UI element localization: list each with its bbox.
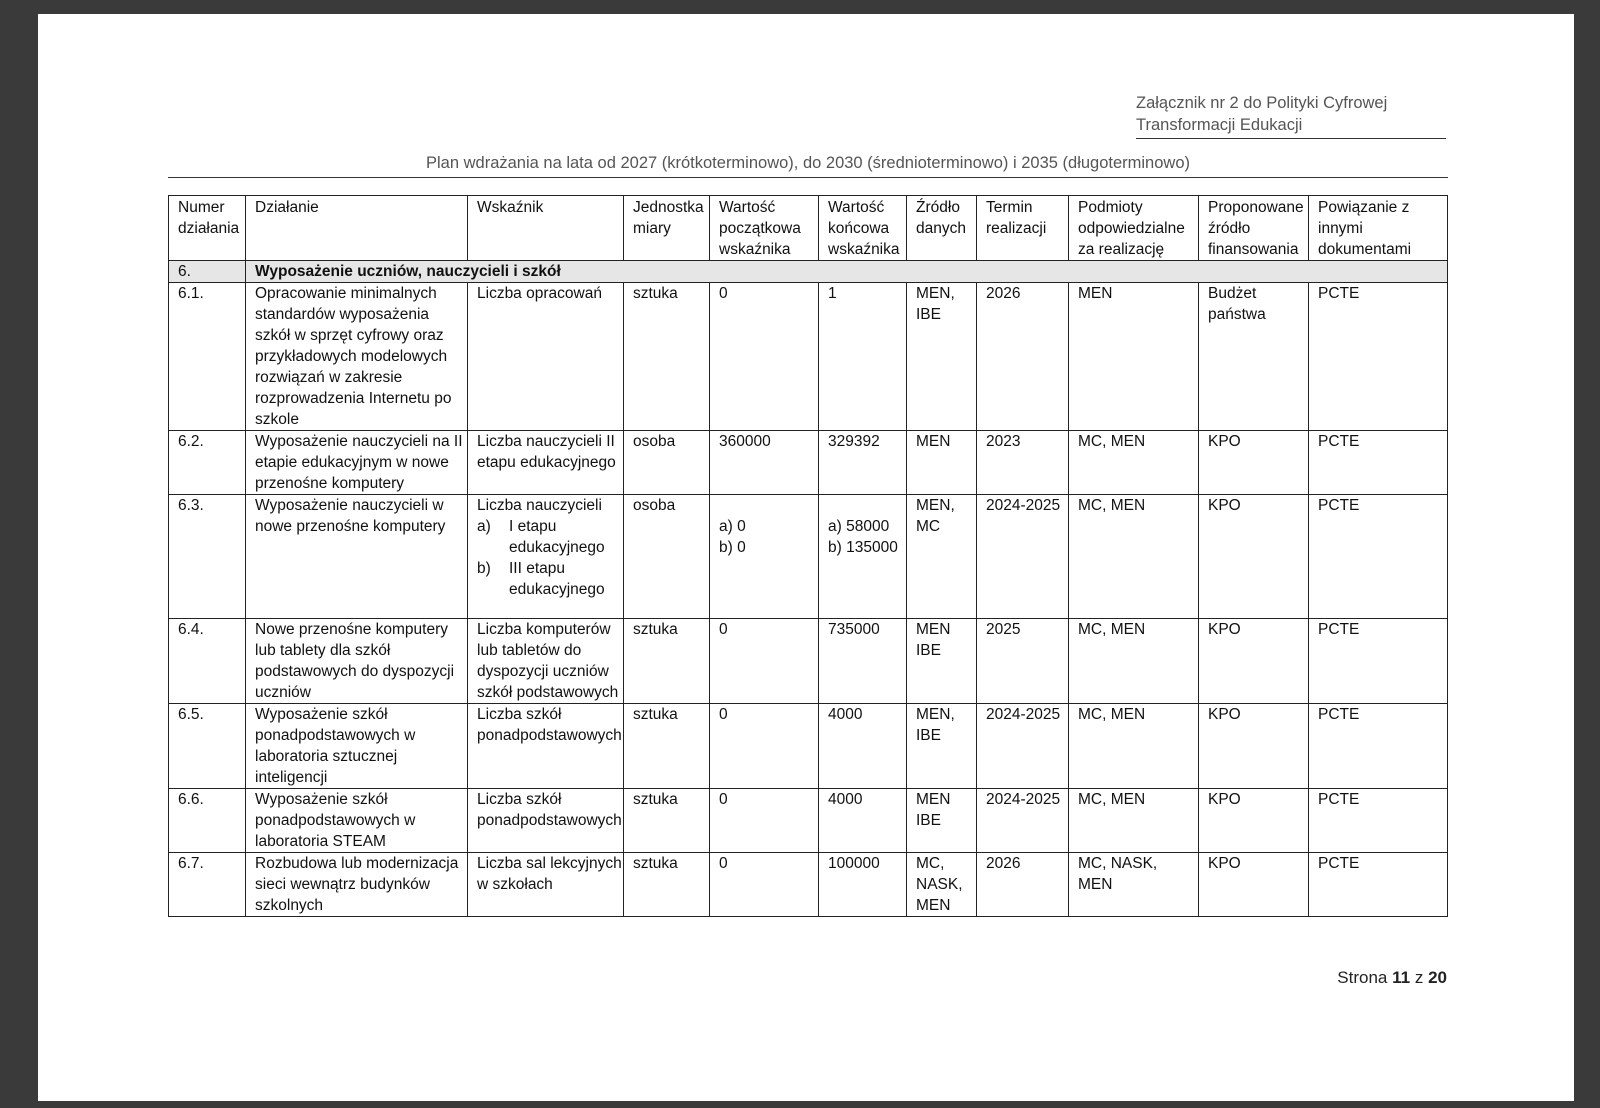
cell-start-value: a) 0 b) 0 (710, 495, 819, 619)
cell-indicator (468, 495, 624, 619)
cell-responsible: MC, MEN (1069, 431, 1199, 495)
cell-unit: sztuka (624, 789, 710, 853)
cell-end-value: 329392 (819, 431, 907, 495)
cell-responsible: MC, NASK, MEN (1069, 853, 1199, 917)
cell-unit: osoba (624, 495, 710, 619)
cell-end-value: 4000 (819, 789, 907, 853)
cell-unit: osoba (624, 431, 710, 495)
cell-related-docs: PCTE (1309, 789, 1448, 853)
page-counter-label: Strona (1337, 968, 1388, 987)
cell-start-value: 0 (710, 283, 819, 431)
cell-source: MEN, IBE (907, 704, 977, 789)
col-header-related-docs: Powiązanie z innymi dokumentami (1309, 196, 1448, 261)
cell-funding: KPO (1199, 789, 1309, 853)
cell-end-value: 735000 (819, 619, 907, 704)
cell-related-docs: PCTE (1309, 704, 1448, 789)
table-row (169, 619, 1448, 704)
annex-header-line1: Załącznik nr 2 do Polityki Cyfrowej (1136, 94, 1388, 112)
cell-term: 2024-2025 (977, 704, 1069, 789)
cell-responsible: MC, MEN (1069, 619, 1199, 704)
cell-end-value: a) 58000 b) 135000 (819, 495, 907, 619)
cell-source: MC, NASK, MEN (907, 853, 977, 917)
cell-indicator: Liczba sal lekcyjnych w szkołach (468, 853, 624, 917)
cell-start-value: 0 (710, 704, 819, 789)
indicator-item-text: III etapu edukacyjnego (509, 560, 605, 598)
header-rule (1136, 138, 1446, 139)
cell-funding: KPO (1199, 431, 1309, 495)
table-header-row (169, 196, 1448, 261)
cell-action: Wyposażenie nauczycieli w nowe przenośne komputery (246, 495, 468, 619)
title-rule (168, 177, 1448, 178)
cell-number: 6.4. (169, 619, 246, 704)
cell-term: 2023 (977, 431, 1069, 495)
cell-indicator: Liczba szkół ponadpodstawowych (468, 704, 624, 789)
table-row (169, 495, 1448, 619)
section-title: Wyposażenie uczniów, nauczycieli i szkół (246, 261, 1448, 283)
table-row (169, 431, 1448, 495)
cell-indicator: Liczba nauczycieli II etapu edukacyjnego (468, 431, 624, 495)
cell-action: Nowe przenośne komputery lub tablety dla szkół podstawowych do dyspozycji uczniów (246, 619, 468, 704)
cell-term: 2026 (977, 853, 1069, 917)
document-page (38, 14, 1574, 1101)
cell-funding: KPO (1199, 619, 1309, 704)
cell-source: MEN, MC (907, 495, 977, 619)
table-row (169, 789, 1448, 853)
indicator-item-text: I etapu edukacyjnego (509, 518, 605, 556)
cell-start-value: 360000 (710, 431, 819, 495)
cell-source: MEN IBE (907, 619, 977, 704)
col-header-responsible: Podmioty odpowiedzialne za realizację (1069, 196, 1199, 261)
cell-responsible: MEN (1069, 283, 1199, 431)
cell-unit: sztuka (624, 619, 710, 704)
cell-indicator: Liczba opracowań (468, 283, 624, 431)
cell-start-value: 0 (710, 789, 819, 853)
annex-header-line2: Transformacji Edukacji (1136, 116, 1303, 134)
cell-funding: KPO (1199, 704, 1309, 789)
cell-unit: sztuka (624, 283, 710, 431)
page-counter (1188, 968, 1447, 988)
cell-action: Wyposażenie szkół ponadpodstawowych w laboratoria sztucznej inteligencji (246, 704, 468, 789)
cell-action: Opracowanie minimalnych standardów wyposażenia szkół w sprzęt cyfrowy oraz przykładowych modelowych rozwiązań w zakresie rozprowadzenia Internetu po szkole (246, 283, 468, 431)
cell-number: 6.6. (169, 789, 246, 853)
cell-related-docs: PCTE (1309, 431, 1448, 495)
page-counter-total: 20 (1428, 968, 1447, 987)
col-header-term: Termin realizacji (977, 196, 1069, 261)
cell-term: 2024-2025 (977, 495, 1069, 619)
cell-unit: sztuka (624, 853, 710, 917)
cell-number: 6.7. (169, 853, 246, 917)
col-header-indicator: Wskaźnik (468, 196, 624, 261)
cell-responsible: MC, MEN (1069, 704, 1199, 789)
cell-source: MEN IBE (907, 789, 977, 853)
col-header-funding: Proponowane źródło finansowania (1199, 196, 1309, 261)
cell-funding: KPO (1199, 853, 1309, 917)
col-header-unit: Jednostka miary (624, 196, 710, 261)
section-number: 6. (169, 261, 246, 283)
cell-term: 2024-2025 (977, 789, 1069, 853)
cell-action: Wyposażenie szkół ponadpodstawowych w laboratoria STEAM (246, 789, 468, 853)
cell-related-docs: PCTE (1309, 853, 1448, 917)
col-header-end-value: Wartość końcowa wskaźnika (819, 196, 907, 261)
section-row (169, 261, 1448, 283)
cell-source: MEN, IBE (907, 283, 977, 431)
cell-end-value: 1 (819, 283, 907, 431)
cell-number: 6.3. (169, 495, 246, 619)
indicator-item (477, 558, 623, 600)
indicator-item (477, 516, 623, 558)
cell-start-value: 0 (710, 619, 819, 704)
cell-funding: Budżet państwa (1199, 283, 1309, 431)
cell-funding: KPO (1199, 495, 1309, 619)
cell-end-value: 4000 (819, 704, 907, 789)
cell-number: 6.1. (169, 283, 246, 431)
table-row (169, 704, 1448, 789)
table-row (169, 853, 1448, 917)
cell-indicator: Liczba szkół ponadpodstawowych (468, 789, 624, 853)
cell-action: Rozbudowa lub modernizacja sieci wewnątrz budynków szkolnych (246, 853, 468, 917)
cell-number: 6.2. (169, 431, 246, 495)
col-header-number: Numer działania (169, 196, 246, 261)
cell-end-value: 100000 (819, 853, 907, 917)
col-header-start-value: Wartość początkowa wskaźnika (710, 196, 819, 261)
annex-header (1136, 92, 1446, 136)
indicator-item-marker: a) (477, 518, 491, 535)
col-header-source: Źródło danych (907, 196, 977, 261)
cell-responsible: MC, MEN (1069, 495, 1199, 619)
cell-related-docs: PCTE (1309, 283, 1448, 431)
cell-indicator: Liczba komputerów lub tabletów do dyspozycji uczniów szkół podstawowych (468, 619, 624, 704)
cell-action: Wyposażenie nauczycieli na II etapie edukacyjnym w nowe przenośne komputery (246, 431, 468, 495)
page-counter-sep: z (1414, 968, 1424, 987)
table-row (169, 283, 1448, 431)
plan-title: Plan wdrażania na lata od 2027 (krótkoterminowo), do 2030 (średnioterminowo) i 2035 (długoterminowo) (426, 154, 1190, 172)
cell-term: 2026 (977, 283, 1069, 431)
implementation-plan-table (168, 195, 1448, 917)
indicator-lead: Liczba nauczycieli (477, 497, 602, 514)
indicator-item-marker: b) (477, 560, 491, 577)
cell-number: 6.5. (169, 704, 246, 789)
cell-start-value: 0 (710, 853, 819, 917)
cell-source: MEN (907, 431, 977, 495)
cell-term: 2025 (977, 619, 1069, 704)
cell-related-docs: PCTE (1309, 495, 1448, 619)
cell-responsible: MC, MEN (1069, 789, 1199, 853)
col-header-action: Działanie (246, 196, 468, 261)
page-counter-current: 11 (1392, 968, 1411, 987)
cell-related-docs: PCTE (1309, 619, 1448, 704)
cell-unit: sztuka (624, 704, 710, 789)
